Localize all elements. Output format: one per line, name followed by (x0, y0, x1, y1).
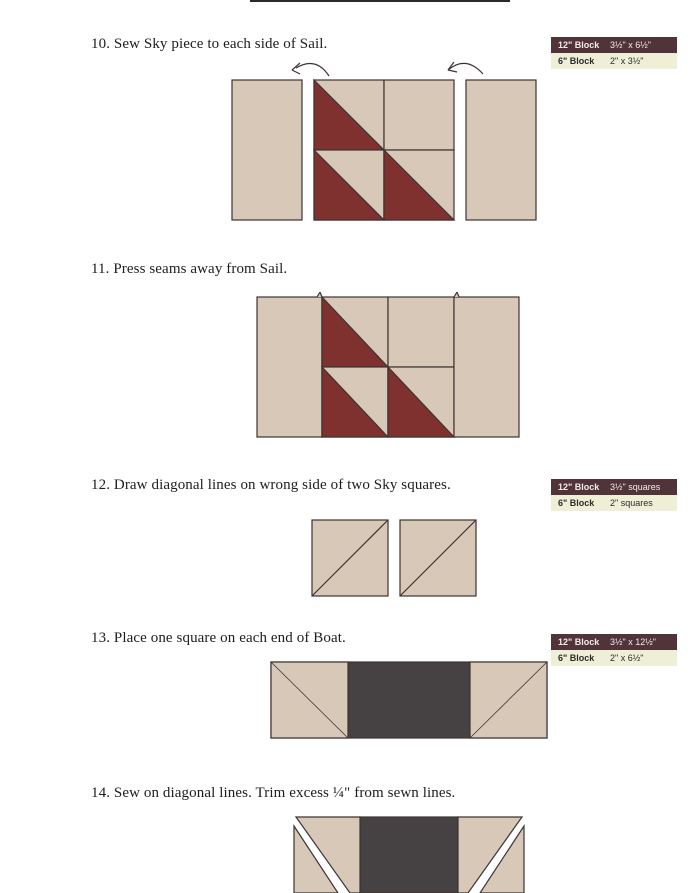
arrow-right-icon (448, 63, 483, 74)
step-11-diagram (255, 292, 525, 442)
seam-flap (317, 292, 322, 297)
step-10-size-badge (551, 37, 677, 69)
step-14-diagram (290, 812, 528, 893)
seam-flap (454, 292, 459, 297)
step-12-text: 12. Draw diagonal lines on wrong side of two Sky squares. (91, 477, 451, 493)
sky-piece-left (232, 80, 302, 220)
badge-label: 12" Block (558, 637, 600, 647)
badge-label: 12" Block (558, 40, 600, 50)
step-13-text: 13. Place one square on each end of Boat. (91, 630, 346, 646)
sky-piece-right (454, 297, 519, 437)
badge-value: 2" x 6½" (610, 653, 644, 663)
badge-row-6in (551, 495, 677, 511)
step-10-text: 10. Sew Sky piece to each side of Sail. (91, 36, 328, 52)
step-10-diagram (226, 50, 546, 225)
badge-value: 3½" squares (610, 482, 661, 492)
sky-square (384, 80, 454, 150)
badge-row-12in (551, 634, 677, 650)
step-13-diagram (268, 658, 553, 744)
badge-label: 12" Block (558, 482, 600, 492)
step-12-size-badge (551, 479, 677, 511)
badge-row-6in (551, 53, 677, 69)
badge-value: 2" x 3½" (610, 56, 644, 66)
step-13-size-badge (551, 634, 677, 666)
badge-label: 6" Block (558, 498, 595, 508)
badge-value: 3½" x 12½" (610, 637, 656, 647)
badge-row-6in (551, 650, 677, 666)
arrow-left-icon (296, 64, 329, 77)
badge-row-12in (551, 479, 677, 495)
badge-value: 3½" x 6½" (610, 40, 651, 50)
step-11-text: 11. Press seams away from Sail. (91, 261, 288, 277)
step-14-text: 14. Sew on diagonal lines. Trim excess ¼" from sewn lines. (91, 785, 456, 801)
badge-value: 2" squares (610, 498, 653, 508)
sky-piece-left (257, 297, 322, 437)
badge-row-12in (551, 37, 677, 53)
top-rule (250, 0, 510, 2)
boat-piece (360, 817, 458, 893)
sky-square (388, 297, 454, 367)
sky-piece-right (466, 80, 536, 220)
badge-label: 6" Block (558, 56, 595, 66)
badge-label: 6" Block (558, 653, 595, 663)
arrow-left-head (292, 63, 300, 74)
step-12-diagram (308, 516, 483, 602)
